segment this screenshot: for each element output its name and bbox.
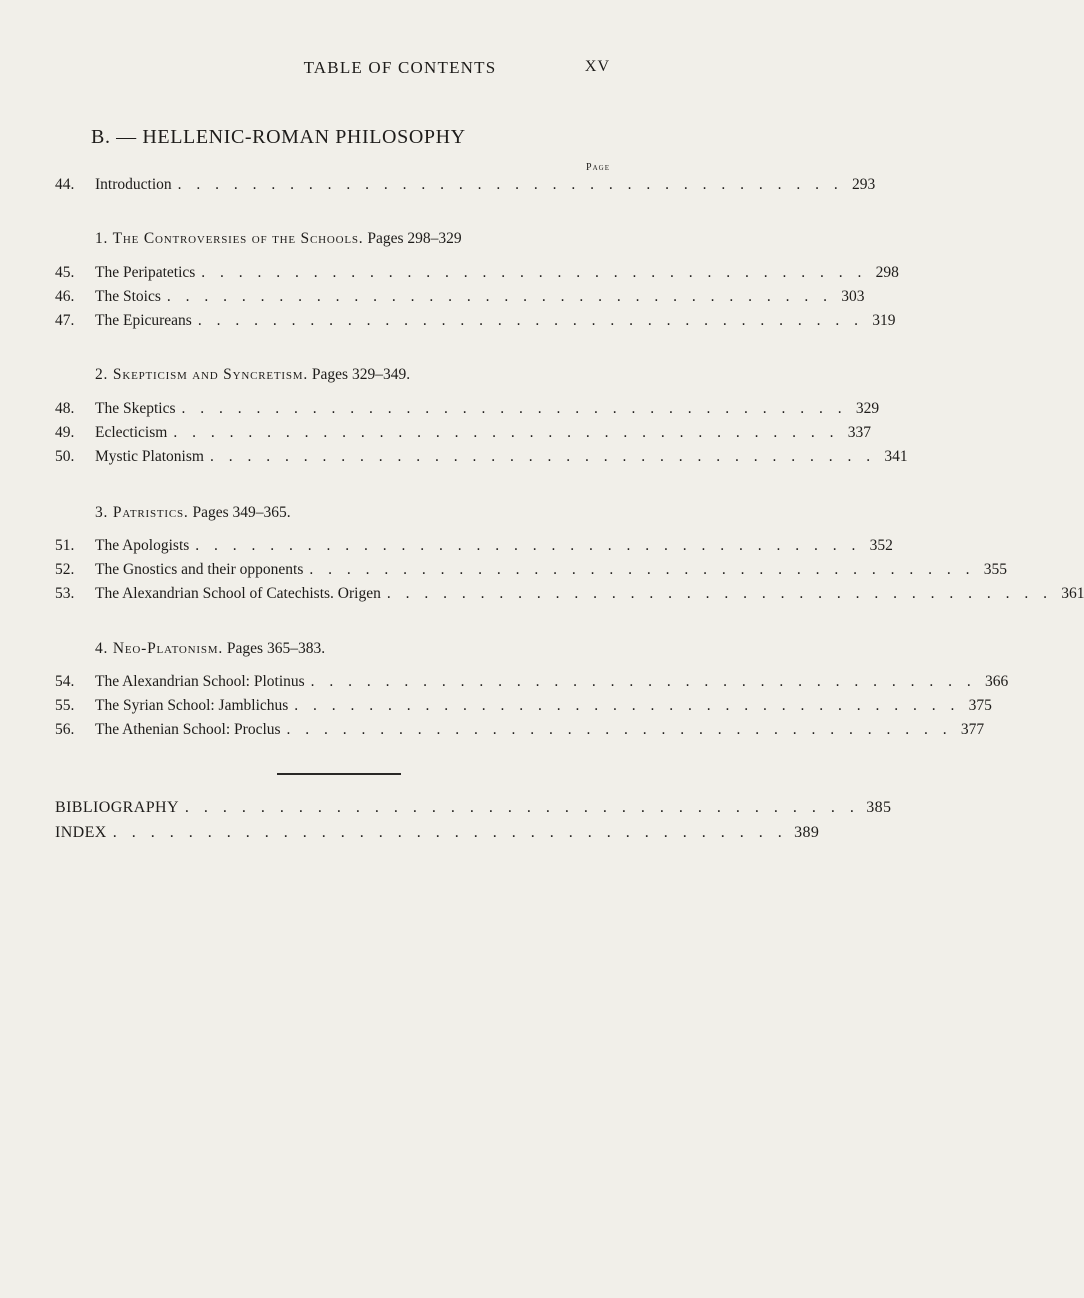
dot-leader: . . . . . . . . . . . . . . . . . . . . . . . . . . . . . . . . . . . .: [173, 424, 839, 441]
entry-number: 53.: [55, 585, 75, 602]
page-column-label: Page: [586, 162, 610, 173]
section-heading: [95, 504, 291, 522]
entry-page: 377: [960, 721, 985, 738]
dot-leader: . . . . . . . . . . . . . . . . . . . . . . . . . . . . . . . . . . . .: [112, 824, 788, 841]
entry-title: BIBLIOGRAPHY: [55, 799, 179, 816]
toc-entry: [55, 424, 871, 446]
entry-page: 298: [875, 264, 899, 281]
entry-number: 44.: [55, 176, 75, 193]
running-head: [0, 58, 800, 82]
dot-leader: . . . . . . . . . . . . . . . . . . . . . . . . . . . . . . . . . . . .: [177, 176, 844, 193]
section-pages: Pages 365–383.: [226, 640, 326, 657]
toc-entry: [55, 585, 1084, 607]
section-label: 1. The Controversies of the Schools.: [95, 230, 364, 247]
page-folio: XV: [584, 58, 610, 75]
entry-page: 385: [866, 799, 892, 816]
entry-number: 47.: [55, 312, 75, 329]
section-heading: [95, 230, 462, 248]
toc-entry: [55, 400, 880, 422]
dot-leader: . . . . . . . . . . . . . . . . . . . . . . . . . . . . . . . . . . . .: [181, 400, 848, 417]
entry-title: The Skeptics: [95, 400, 176, 417]
entry-title: The Alexandrian School: Plotinus: [95, 673, 305, 690]
toc-entry: [55, 312, 896, 334]
dot-leader: . . . . . . . . . . . . . . . . . . . . . . . . . . . . . . . . . . . .: [294, 697, 960, 714]
toc-entry: [55, 288, 865, 310]
entry-title: Eclecticism: [95, 424, 168, 441]
entry-page: 375: [968, 697, 992, 714]
entry-number: 52.: [55, 561, 75, 578]
toc-entry: [55, 561, 1007, 583]
dot-leader: . . . . . . . . . . . . . . . . . . . . . . . . . . . . . . . . . . . .: [184, 799, 860, 816]
toc-entry: [55, 448, 908, 470]
entry-number: 55.: [55, 697, 75, 714]
divider-rule: [277, 773, 401, 775]
entry-title: Introduction: [95, 176, 172, 193]
entry-page: 319: [872, 312, 896, 329]
section-pages: Pages 298–329: [367, 230, 462, 247]
entry-number: 49.: [55, 424, 75, 441]
entry-number: 50.: [55, 448, 75, 465]
entry-page: 329: [855, 400, 880, 417]
section-label: 4. Neo-Platonism.: [95, 640, 224, 657]
entry-title: The Apologists: [95, 537, 190, 554]
entry-title: The Syrian School: Jamblichus: [95, 697, 289, 714]
entry-page: 361: [1061, 585, 1084, 602]
toc-entry-bibliography: [55, 799, 892, 823]
entry-page: 366: [985, 673, 1009, 690]
section-pages: Pages 329–349.: [311, 366, 411, 383]
dot-leader: . . . . . . . . . . . . . . . . . . . . . . . . . . . . . . . . . . . .: [309, 561, 975, 578]
toc-entry: [55, 176, 876, 198]
entry-number: 54.: [55, 673, 75, 690]
dot-leader: . . . . . . . . . . . . . . . . . . . . . . . . . . . . . . . . . . . .: [310, 673, 977, 690]
toc-entry: [55, 537, 893, 559]
entry-page: 303: [841, 288, 865, 305]
dot-leader: . . . . . . . . . . . . . . . . . . . . . . . . . . . . . . . . . . . .: [386, 585, 1053, 602]
entry-page: 389: [794, 824, 820, 841]
toc-entry: [55, 697, 992, 719]
dot-leader: . . . . . . . . . . . . . . . . . . . . . . . . . . . . . . . . . . . .: [197, 312, 864, 329]
entry-title: Mystic Platonism: [95, 448, 204, 465]
entry-title: The Gnostics and their opponents: [95, 561, 304, 578]
toc-entry: [55, 264, 899, 286]
toc-entry-index: [55, 824, 820, 848]
entry-number: 46.: [55, 288, 75, 305]
entry-title: The Alexandrian School of Catechists. Origen: [95, 585, 381, 602]
dot-leader: . . . . . . . . . . . . . . . . . . . . . . . . . . . . . . . . . . . .: [195, 537, 861, 554]
entry-page: 355: [983, 561, 1007, 578]
dot-leader: . . . . . . . . . . . . . . . . . . . . . . . . . . . . . . . . . . . .: [209, 448, 876, 465]
entry-title: INDEX: [55, 824, 107, 841]
entry-title: The Peripatetics: [95, 264, 196, 281]
toc-entry: [55, 721, 985, 743]
entry-number: 48.: [55, 400, 75, 417]
running-head-title: TABLE OF CONTENTS: [303, 58, 497, 77]
dot-leader: . . . . . . . . . . . . . . . . . . . . . . . . . . . . . . . . . . . .: [286, 721, 953, 738]
dot-leader: . . . . . . . . . . . . . . . . . . . . . . . . . . . . . . . . . . . .: [166, 288, 833, 305]
part-heading: B. — HELLENIC-ROMAN PHILOSOPHY: [91, 126, 466, 148]
entry-page: 337: [847, 424, 871, 441]
entry-page: 352: [869, 537, 893, 554]
entry-number: 56.: [55, 721, 75, 738]
section-label: 2. Skepticism and Syncretism.: [95, 366, 309, 383]
entry-page: 293: [852, 176, 876, 193]
entry-title: The Epicureans: [95, 312, 192, 329]
entry-page: 341: [884, 448, 908, 465]
section-label: 3. Patristics.: [95, 504, 189, 521]
section-heading: [95, 366, 410, 384]
section-pages: Pages 349–365.: [192, 504, 291, 521]
section-heading: [95, 640, 325, 658]
entry-number: 45.: [55, 264, 75, 281]
entry-title: The Stoics: [95, 288, 161, 305]
dot-leader: . . . . . . . . . . . . . . . . . . . . . . . . . . . . . . . . . . . .: [201, 264, 867, 281]
toc-entry: [55, 673, 1009, 695]
entry-number: 51.: [55, 537, 75, 554]
entry-title: The Athenian School: Proclus: [95, 721, 281, 738]
